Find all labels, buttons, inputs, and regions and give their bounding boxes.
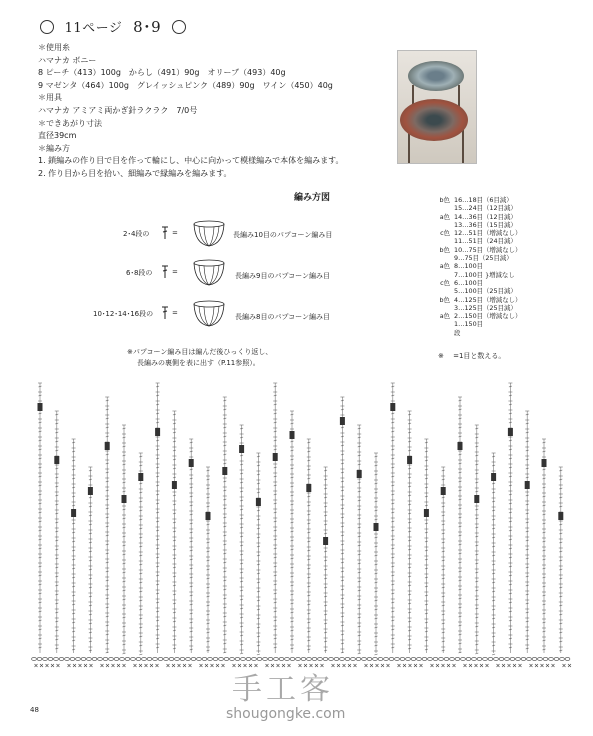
equals-sign: = bbox=[172, 309, 178, 317]
note-line: ※パプコーン編み目は編んだ後ひっくり返し、 bbox=[127, 348, 273, 356]
info-line: ハマナカ アミアミ両かぎ針ラクラク 7/0号 bbox=[38, 105, 198, 115]
stitch-column bbox=[189, 439, 194, 653]
section-title: 編み方図 bbox=[294, 193, 331, 203]
stitch-column bbox=[273, 383, 278, 653]
legend-text: 12…51目（増減なし） bbox=[454, 229, 522, 238]
swirl-icon bbox=[40, 20, 54, 34]
legend-text: 16…18目（6目減） bbox=[454, 196, 513, 204]
stool-mat-photo bbox=[400, 99, 468, 141]
info-line: 8 ピーチ（413）100g からし（491）90g オリーブ（493）40g bbox=[38, 68, 286, 78]
legend-color: a色 bbox=[439, 312, 450, 321]
info-line: 9 マゼンタ（464）100g グレイッシュピンク（489）90g ワイン（450）40g bbox=[38, 80, 333, 90]
row-label: 2･4段の bbox=[123, 230, 150, 238]
header-nums: 8･9 bbox=[133, 18, 162, 36]
row-desc: 長編み8目のパプコーン編み目 bbox=[235, 313, 330, 321]
stitch-column bbox=[138, 453, 143, 655]
legend-text: 10…75目（増減なし） bbox=[454, 245, 522, 254]
header-title: 11ページ bbox=[64, 21, 123, 36]
stitch-column bbox=[306, 439, 311, 653]
stitch-column bbox=[374, 453, 379, 655]
legend-text: 6…100目 bbox=[454, 278, 484, 287]
stitch-column bbox=[357, 425, 362, 654]
swirl-icon bbox=[172, 20, 186, 34]
stitch-column bbox=[172, 411, 177, 653]
legend-color: a色 bbox=[439, 262, 450, 271]
stitch-column bbox=[88, 467, 93, 653]
page-header bbox=[34, 16, 192, 37]
stitch-column bbox=[71, 439, 76, 653]
stitch-column bbox=[239, 425, 244, 654]
popcorn-note bbox=[127, 347, 272, 369]
legend-color: a色 bbox=[439, 212, 450, 221]
stitch-column bbox=[542, 439, 547, 653]
row-label: 6･8段の bbox=[126, 269, 153, 277]
equals-sign: = bbox=[172, 229, 178, 237]
crochet-chart bbox=[30, 375, 575, 675]
legend-text: 5…100目（25目減） bbox=[454, 287, 517, 296]
stitch-column bbox=[206, 467, 211, 653]
treble-stitch-icon bbox=[160, 226, 170, 240]
legend-color: b色 bbox=[439, 245, 450, 254]
equals-sign: = bbox=[172, 268, 178, 276]
treble-stitch-icon bbox=[160, 306, 170, 320]
info-line: ＊できあがり寸法 bbox=[38, 118, 102, 128]
info-line: 直径39cm bbox=[38, 131, 77, 141]
stool-mat-photo bbox=[408, 61, 464, 91]
page-number: 48 bbox=[30, 706, 39, 714]
stitch-column bbox=[474, 425, 479, 654]
stitch-column bbox=[122, 425, 127, 654]
legend-text: 15…24目（12目減） bbox=[454, 204, 517, 213]
legend-text: 3…125目（25目減） bbox=[454, 303, 517, 312]
legend-text: 13…36目（15目減） bbox=[454, 220, 517, 229]
stitch-column bbox=[407, 411, 412, 653]
treble-stitch-icon bbox=[160, 265, 170, 279]
row-desc: 長編み9目のパプコーン編み目 bbox=[235, 272, 330, 280]
legend-text: 1…150目 bbox=[454, 320, 484, 329]
popcorn-stitch-icon bbox=[192, 220, 226, 248]
legend-text: 8…100目 bbox=[454, 262, 484, 271]
stitch-column bbox=[525, 411, 530, 653]
watermark-url: shougongke.com bbox=[226, 706, 346, 722]
materials-info bbox=[38, 42, 378, 181]
stitch-column bbox=[458, 397, 463, 653]
stitch-column bbox=[424, 439, 429, 653]
stitch-column bbox=[54, 411, 59, 653]
info-line: 2. 作り目から目を拾い、細編みで縁編みを編みます。 bbox=[38, 168, 232, 178]
row-desc: 長編み10目のパプコーン編み目 bbox=[233, 231, 333, 239]
legend-text: 11…51目（24目減） bbox=[454, 237, 517, 246]
legend-color: b色 bbox=[439, 196, 450, 204]
legend-text: 4…125目（増減なし） bbox=[454, 295, 522, 304]
info-line: ＊使用糸 bbox=[38, 43, 70, 52]
stitch-column bbox=[441, 467, 446, 653]
stitch-column bbox=[323, 467, 328, 653]
stitch-column bbox=[256, 453, 261, 655]
stitch-column bbox=[38, 383, 43, 653]
stitch-column bbox=[390, 383, 395, 653]
row-label: 10･12･14･16段の bbox=[93, 310, 154, 318]
legend-color: b色 bbox=[439, 295, 450, 304]
stitch-count-note: ※ =1目と数える。 bbox=[438, 352, 506, 360]
stitch-column bbox=[508, 383, 513, 653]
popcorn-stitch-icon bbox=[192, 300, 226, 328]
legend-text: 14…36目（12目減） bbox=[454, 212, 517, 221]
info-line: ＊編み方 bbox=[38, 143, 70, 153]
stitch-column bbox=[491, 453, 496, 655]
info-line: ハマナカ ボニー bbox=[38, 55, 97, 65]
watermark-logo: 手工客 bbox=[232, 672, 334, 707]
info-line: 1. 鎖編みの作り目で目を作って輪にし、中心に向かって模様編みで本体を編みます。 bbox=[38, 156, 344, 166]
stitch-column bbox=[290, 411, 295, 653]
stitch-column bbox=[222, 397, 227, 653]
legend-text: 9…75目（25目減） bbox=[454, 254, 513, 263]
note-line: 長編みの裏側を表に出す（P.11参照）。 bbox=[137, 359, 260, 367]
legend-text: 2…150目（増減なし） bbox=[454, 312, 522, 321]
legend-text: 段 bbox=[454, 328, 461, 337]
legend-text: 7…100目 }増減なし bbox=[454, 270, 515, 279]
legend-color: c色 bbox=[440, 229, 450, 238]
popcorn-stitch-icon bbox=[192, 259, 226, 287]
stitch-column bbox=[155, 383, 160, 653]
info-line: ＊用具 bbox=[38, 93, 62, 103]
stitch-column bbox=[558, 467, 563, 653]
legend-color: c色 bbox=[440, 278, 450, 287]
chain-row bbox=[32, 658, 570, 661]
product-photo bbox=[397, 50, 477, 164]
stitch-column bbox=[105, 397, 110, 653]
stitch-column bbox=[340, 397, 345, 653]
